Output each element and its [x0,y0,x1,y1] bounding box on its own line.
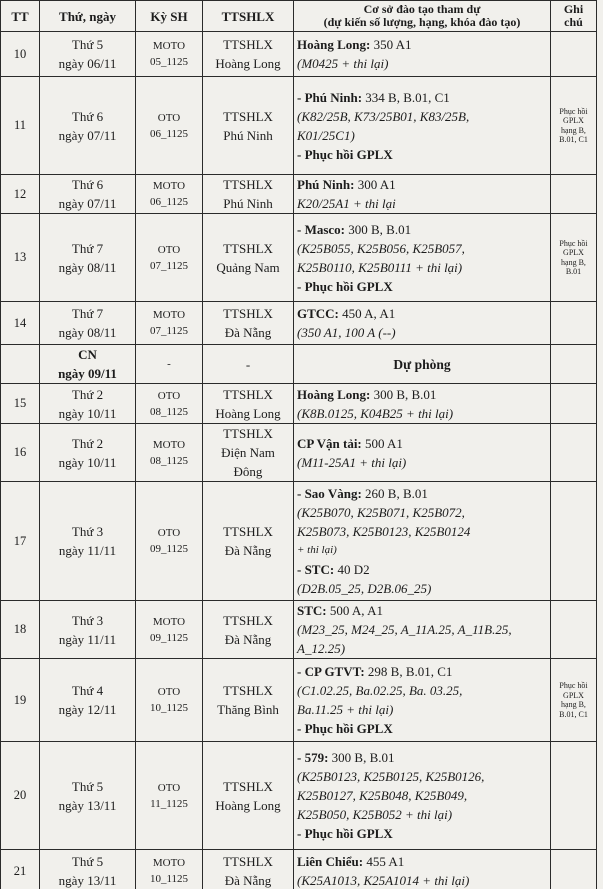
cell-tt: 20 [1,742,40,850]
cell-day-name: Thứ 2 [71,386,104,402]
cell-tt: 11 [1,77,40,175]
content-org: - STC: [297,562,335,577]
cell-session-code: 07_1125 [149,325,189,337]
content-line: K01/25C1) [297,127,355,143]
content-line: K20/25A1 + thi lại [297,196,396,211]
content-line: - STC: 40 D2 [297,562,370,577]
content-line: - Phục hồi GPLX [297,826,393,841]
content-org: - Masco: [297,221,346,237]
note-line: B.01 [565,267,582,276]
cell-center-line: TTSHLX [223,386,273,402]
header-note-line1: Ghi [563,2,584,16]
cell-center [203,384,294,424]
cell-session [136,345,203,384]
cell-center-line: Đà Nẵng [224,631,272,647]
cell-day-name: Thứ 7 [71,240,104,256]
cell-date [40,175,136,214]
table-row [1,302,597,345]
cell-day-date: ngày 06/11 [58,56,117,71]
cell-content [294,384,551,424]
content-org: GTCC: [297,306,339,321]
cell-day-date: ngày 08/11 [58,325,117,340]
cell-center-line: Hoàng Long [215,405,281,421]
cell-session-code: 08_1125 [149,405,189,418]
table-row [1,77,597,175]
cell-center-line: Hoàng Long [215,56,281,71]
cell-note [551,601,597,659]
cell-tt: 19 [1,659,40,742]
cell-tt: 18 [1,601,40,659]
cell-center-line: TTSHLX [223,306,273,321]
note-line: hạng B, [561,700,586,709]
header-center: TTSHLX [203,1,294,32]
content-org: CP Vận tải: [297,435,362,451]
cell-center-line: Đông [233,464,263,479]
content-line: K25B073, K25B0123, K25B0124 [297,524,471,539]
cell-center-line: Quảng Nam [216,259,280,275]
cell-center-line: TTSHLX [223,778,273,794]
content-org: - CP GTVT: [297,664,365,679]
content-line: (K25B070, K25B071, K25B072, [297,505,465,520]
cell-session-kind: OTO [157,527,181,539]
cell-tt: 13 [1,214,40,302]
content-line: - Sao Vàng: 260 B, B.01 [297,486,428,501]
content-line: (D2B.05_25, D2B.06_25) [297,581,432,596]
content-line: - Phục hồi GPLX [297,146,393,162]
cell-note [551,32,597,77]
cell-note [551,659,597,742]
cell-center [203,424,294,482]
cell-center-line: TTSHLX [223,108,273,124]
content-line: - Masco: 300 B, B.01 [297,221,412,237]
cell-tt: 15 [1,384,40,424]
cell-date [40,32,136,77]
content-line: - Phục hồi GPLX [297,278,393,294]
cell-note [551,214,597,302]
content-org: - 579: [297,750,329,765]
cell-session-kind: MOTO [152,615,186,628]
header-tt: TT [1,1,40,32]
cell-session-kind: OTO [157,389,181,402]
cell-content [294,77,551,175]
cell-tt: 12 [1,175,40,214]
cell-session-code: 09_1125 [149,543,189,555]
content-line: (K8B.0125, K04B25 + thi lại) [297,405,454,421]
cell-center-line: Phú Ninh [223,127,273,143]
cell-center [203,32,294,77]
table-row [1,482,597,601]
content-line: - 579: 300 B, B.01 [297,750,395,765]
cell-center-line: TTSHLX [223,612,273,628]
cell-center-line: Điện Nam [221,445,275,460]
content-line: K25B0110, K25B0111 + thi lại) [297,259,463,275]
cell-tt [1,345,40,384]
content-line: - Phú Ninh: 334 B, B.01, C1 [297,89,450,105]
cell-center-line: TTSHLX [223,177,273,192]
cell-center-line: TTSHLX [223,683,273,698]
cell-center-line: Đà Nẵng [224,325,272,340]
cell-note [551,742,597,850]
cell-center-line: TTSHLX [223,854,273,869]
note-line: hạng B, [561,125,586,135]
note-line: Phục hồi [559,238,588,248]
cell-session [136,742,203,850]
cell-day-name: Thứ 6 [71,108,104,124]
cell-content [294,742,551,850]
table-row [1,424,597,482]
cell-date [40,601,136,659]
cell-center-line: TTSHLX [223,240,273,256]
content-line: Hoàng Long: 300 B, B.01 [297,386,437,402]
cell-session-code: 09_1125 [149,631,189,644]
content-line: Dự phòng [393,356,451,372]
cell-date [40,482,136,601]
cell-center [203,302,294,345]
cell-session [136,659,203,742]
content-line: (K82/25B, K73/25B01, K83/25B, [297,108,470,124]
cell-center-line: Đà Nẵng [224,543,272,558]
cell-date [40,659,136,742]
cell-session [136,482,203,601]
cell-note [551,77,597,175]
cell-session-code: 05_1125 [149,56,189,68]
note-line: Phục hồi [559,106,588,116]
content-line: Ba.11.25 + thi lại) [297,702,394,717]
cell-note [551,424,597,482]
cell-tt: 17 [1,482,40,601]
cell-session-kind: - [167,358,171,370]
cell-session [136,214,203,302]
table-row [1,214,597,302]
cell-note [551,482,597,601]
cell-session-kind: MOTO [152,438,186,451]
cell-day-name: Thứ 5 [71,854,104,869]
cell-day-date: ngày 10/11 [58,405,117,421]
cell-day-name: Thứ 6 [71,177,104,192]
cell-note [551,175,597,214]
cell-center [203,77,294,175]
cell-day-date: ngày 09/11 [58,366,117,381]
cell-center [203,482,294,601]
cell-session [136,424,203,482]
cell-center [203,175,294,214]
cell-center-line: Hoàng Long [215,797,281,813]
content-org: STC: [297,603,327,618]
cell-content [294,482,551,601]
content-line: (K25A1013, K25A1014 + thi lại) [297,873,470,888]
cell-note [551,384,597,424]
cell-content [294,32,551,77]
cell-content [294,424,551,482]
content-line: - Phục hồi GPLX [297,721,393,736]
header-content [294,1,551,32]
cell-session [136,175,203,214]
cell-day-date: ngày 12/11 [58,702,117,717]
content-org: - Phú Ninh: [297,89,363,105]
content-line: (M0425 + thi lại) [297,56,389,71]
content-line: K25B0127, K25B048, K25B049, [297,788,468,803]
note-line: GPLX [563,248,584,257]
cell-center [203,214,294,302]
cell-day-date: ngày 11/11 [58,631,117,647]
cell-day-date: ngày 13/11 [58,873,117,888]
cell-date [40,850,136,889]
cell-day-name: Thứ 3 [71,612,104,628]
cell-session-kind: MOTO [152,40,186,52]
table-row [1,742,597,850]
cell-day-name: Thứ 5 [71,778,104,794]
cell-date [40,424,136,482]
content-line: STC: 500 A, A1 [297,603,383,618]
cell-date [40,384,136,424]
cell-content [294,659,551,742]
content-org: Liên Chiểu: [297,854,364,869]
cell-session-kind: OTO [157,781,181,794]
cell-center-line: TTSHLX [223,37,273,52]
cell-session [136,384,203,424]
cell-session-code: 10_1125 [149,702,189,714]
content-line: (350 A1, 100 A (--) [297,325,396,340]
cell-content [294,302,551,345]
cell-center [203,659,294,742]
cell-session-kind: MOTO [152,309,186,321]
cell-center [203,742,294,850]
cell-session-kind: OTO [157,243,181,256]
cell-day-name: Thứ 2 [71,435,104,451]
cell-day-name: Thứ 7 [71,306,104,321]
content-line: CP Vận tải: 500 A1 [297,435,403,451]
cell-day-date: ngày 11/11 [58,543,117,558]
content-line: (M23_25, M24_25, A_11A.25, A_11B.25, [297,622,512,637]
content-org: - Sao Vàng: [297,486,362,501]
content-line: Liên Chiểu: 455 A1 [297,854,405,869]
cell-note [551,345,597,384]
cell-center-line: Phú Ninh [223,196,273,211]
content-line: (C1.02.25, Ba.02.25, Ba. 03.25, [297,683,463,698]
header-row [1,1,597,32]
table-row [1,384,597,424]
content-line: Hoàng Long: 350 A1 [297,37,412,52]
cell-content [294,214,551,302]
cell-session [136,77,203,175]
content-line: + thi lại) [297,544,337,556]
cell-date [40,77,136,175]
cell-center-line: TTSHLX [223,426,273,441]
cell-session-code: 07_1125 [149,259,189,272]
cell-session [136,850,203,889]
note-line: B.01, C1 [559,709,588,719]
cell-content [294,601,551,659]
cell-session-kind: MOTO [152,180,186,192]
header-note [551,1,597,32]
content-line: (K25B0123, K25B0125, K25B0126, [297,769,485,784]
cell-session-code: 06_1125 [149,196,189,208]
cell-content [294,345,551,384]
cell-session-kind: OTO [157,111,181,124]
cell-day-name: Thứ 3 [71,524,104,539]
content-org: Hoàng Long: [297,37,371,52]
note-line: Phục hồi [559,681,588,690]
cell-date [40,302,136,345]
cell-session-code: 06_1125 [149,127,189,140]
content-line: A_12.25) [297,641,346,656]
header-note-line2: chú [564,15,583,29]
table-row [1,345,597,384]
table-row [1,601,597,659]
cell-tt: 16 [1,424,40,482]
cell-center [203,601,294,659]
cell-date [40,742,136,850]
note-line: hạng B, [561,257,586,267]
content-line: - CP GTVT: 298 B, B.01, C1 [297,664,453,679]
note-line: B.01, C1 [559,135,588,144]
cell-date [40,345,136,384]
cell-center-line: Thăng Bình [217,702,279,717]
cell-tt: 14 [1,302,40,345]
table-row [1,175,597,214]
content-org: Hoàng Long: [297,386,371,402]
cell-session-kind: OTO [157,686,181,698]
note-line: GPLX [563,690,584,700]
content-line: Phú Ninh: 300 A1 [297,177,396,192]
cell-session-kind: MOTO [152,857,186,869]
cell-center [203,850,294,889]
table-row [1,659,597,742]
content-line: K25B050, K25B052 + thi lại) [297,807,453,822]
cell-session-code: 11_1125 [150,797,188,810]
cell-center-line: - [245,356,251,372]
cell-date [40,214,136,302]
note-line: GPLX [563,116,584,125]
cell-session-code: 10_1125 [149,873,189,885]
cell-day-date: ngày 08/11 [58,259,117,275]
cell-tt: 10 [1,32,40,77]
cell-day-date: ngày 13/11 [58,797,117,813]
cell-session [136,302,203,345]
cell-day-name: CN [78,347,97,362]
cell-day-date: ngày 07/11 [58,127,117,143]
table-row [1,850,597,889]
header-session: Kỳ SH [136,1,203,32]
cell-center-line: TTSHLX [223,524,273,539]
cell-content [294,850,551,889]
content-org: Phú Ninh: [297,177,355,192]
table-row [1,32,597,77]
cell-content [294,175,551,214]
cell-day-date: ngày 10/11 [58,454,117,470]
cell-session [136,32,203,77]
header-content-top: Cơ sở đào tạo tham dự [363,2,481,16]
content-line: (K25B055, K25B056, K25B057, [297,240,465,256]
schedule-body [1,32,597,889]
content-line: GTCC: 450 A, A1 [297,306,396,321]
cell-center-line: Đà Nẵng [224,873,272,888]
cell-day-date: ngày 07/11 [58,196,117,211]
cell-note [551,302,597,345]
cell-center [203,345,294,384]
cell-note [551,850,597,889]
header-content-sub: (dự kiến số lượng, hạng, khóa đào tạo) [323,15,521,29]
cell-tt: 21 [1,850,40,889]
cell-day-name: Thứ 4 [71,683,104,698]
cell-session [136,601,203,659]
cell-day-name: Thứ 5 [71,37,104,52]
cell-session-code: 08_1125 [149,454,189,467]
content-line: (M11-25A1 + thi lại) [297,454,407,470]
header-date: Thứ, ngày [40,1,136,32]
